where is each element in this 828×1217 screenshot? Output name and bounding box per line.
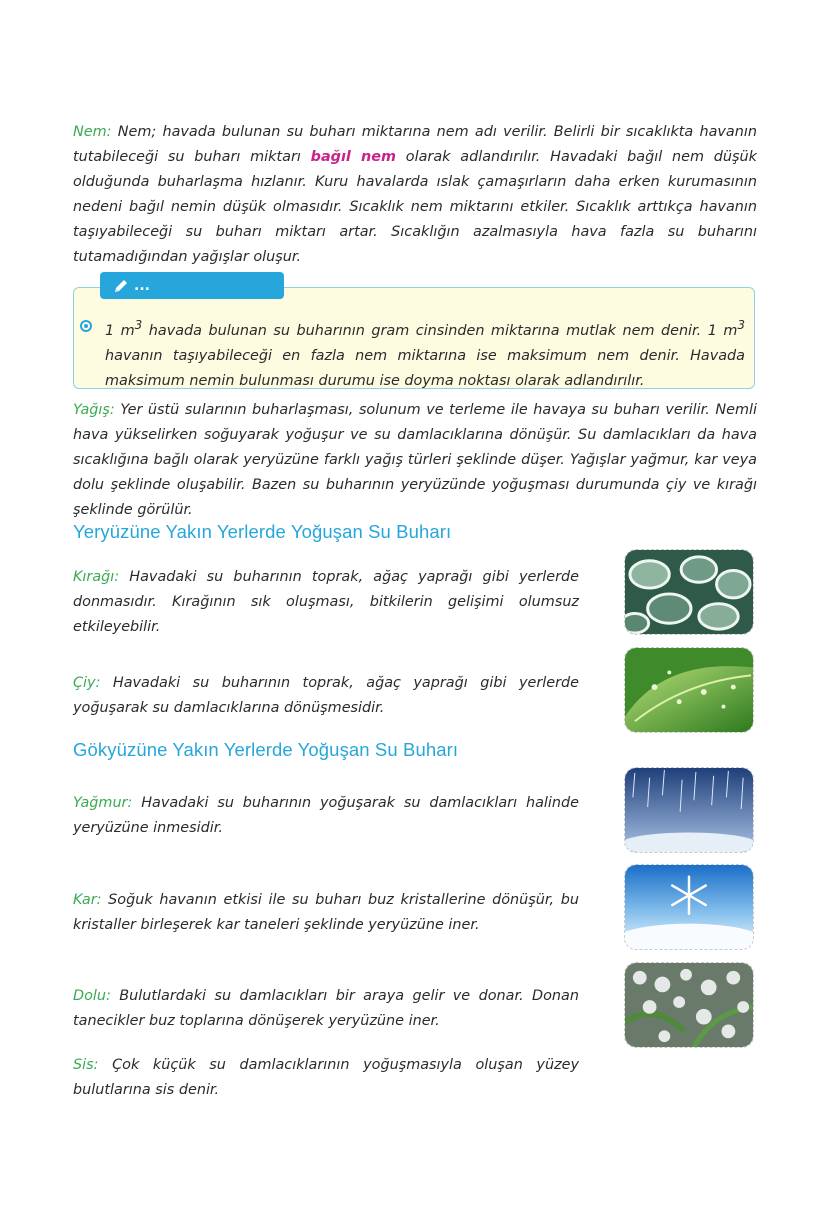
sis-text: Çok küçük su damlacıklarının yoğuşmasıyla oluşan yüzey bulutlarına sis denir.	[73, 1057, 579, 1098]
hail-photo	[624, 962, 754, 1048]
dew-leaf-photo	[624, 647, 754, 733]
yagmur-term: Yağmur:	[73, 795, 133, 811]
ciy-term: Çiy:	[73, 675, 101, 691]
rain-photo	[624, 767, 754, 853]
kiragi-term: Kırağı:	[73, 569, 120, 585]
note-part3: havanın taşıyabileceği en fazla nem miktarına ise maksimum nem denir. Havada maksimum nemin bulunması durumu ise doyma noktası olarak adlandırılır.	[105, 347, 745, 389]
sis-term: Sis:	[73, 1057, 99, 1073]
dolu-term: Dolu:	[73, 988, 111, 1004]
yagis-term: Yağış:	[73, 402, 115, 418]
yagis-text: Yer üstü sularının buharlaşması, solunum ve terleme ile havaya su buharı verilir. Nemli hava yükselirken soğuyarak yoğuşur ve su damlacıklarına dönüşür. Su damlacıkları da hava sıcaklığına bağlı olarak yeryüzüne farklı yağış türleri şeklinde düşer. Yağışlar yağmur, kar veya dolu şeklinde oluşabilir. Bazen su buharının yeryüzünde yoğuşması durumunda çiy ve kırağı şeklinde görülür.	[73, 402, 757, 518]
note-tab	[100, 272, 284, 299]
heading-yeryuzu: Yeryüzüne Yakın Yerlerde Yoğuşan Su Buharı	[73, 521, 452, 542]
nem-paragraph	[73, 120, 757, 270]
sis-paragraph	[73, 1053, 579, 1103]
dolu-paragraph	[73, 984, 579, 1034]
note-tab-label: ...	[134, 277, 150, 294]
kar-paragraph	[73, 888, 579, 938]
kar-text: Soğuk havanın etkisi ile su buharı buz kristallerine dönüşür, bu kristaller birleşerek kar taneleri şeklinde yeryüzüne iner.	[73, 892, 579, 933]
pencil-icon	[112, 277, 130, 295]
bagil-nem-highlight: bağıl nem	[310, 149, 397, 165]
nem-text-after: olarak adlandırılır. Havadaki bağıl nem düşük olduğunda buharlaşma hızlanır. Kuru havalarda ıslak çamaşırların daha erken kurumasının nedeni bağıl nemin düşük olmasıdır. Sıcaklık nem miktarını etkiler. Sıcaklık arttıkça havanın taşıyabileceği su buharı miktarı artar. Sıcaklığın azalmasıyla hava fazla su buharını tutamadığından yağışlar oluşur.	[73, 149, 757, 265]
nem-term: Nem:	[73, 124, 112, 140]
note-sup2: 3	[737, 318, 746, 332]
yagmur-paragraph	[73, 791, 579, 841]
ciy-paragraph	[73, 671, 579, 721]
kar-term: Kar:	[73, 892, 102, 908]
note-bullet-icon	[80, 320, 92, 332]
snowflake-photo	[624, 864, 754, 950]
note-text	[105, 313, 745, 394]
kiragi-text: Havadaki su buharının toprak, ağaç yaprağı gibi yerlerde donmasıdır. Kırağının sık oluşması, bitkilerin gelişimi olumsuz etkileyebilir.	[73, 569, 579, 635]
note-part1: 1 m	[105, 322, 135, 339]
frost-leaves-photo	[624, 549, 754, 635]
heading-gokyuzu: Gökyüzüne Yakın Yerlerde Yoğuşan Su Buharı	[73, 739, 459, 760]
dolu-text: Bulutlardaki su damlacıkları bir araya gelir ve donar. Donan tanecikler buz toplarına dönüşerek yeryüzüne iner.	[73, 988, 579, 1029]
note-sup1: 3	[134, 318, 143, 332]
note-part2: havada bulunan su buharının gram cinsinden miktarına mutlak nem denir. 1 m	[142, 322, 738, 339]
kiragi-paragraph	[73, 565, 579, 640]
yagis-paragraph	[73, 398, 757, 523]
yagmur-text: Havadaki su buharının yoğuşarak su damlacıkları halinde yeryüzüne inmesidir.	[73, 795, 579, 836]
nem-text-before: Nem; havada bulunan su buharı miktarına nem adı verilir. Belirli bir sıcaklıkta havanın tutabileceği su buharı miktarı	[73, 124, 757, 165]
ciy-text: Havadaki su buharının toprak, ağaç yaprağı gibi yerlerde yoğuşarak su damlacıklarına dönüşmesidir.	[73, 675, 579, 716]
